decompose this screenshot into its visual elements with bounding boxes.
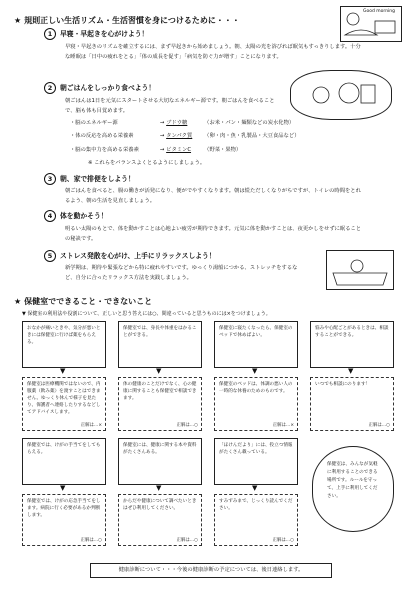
item-4-title: 4 体を動かそう！ — [44, 210, 108, 222]
down-arrow-icon: ▼ — [252, 367, 258, 375]
nutrition-row: ・体の反応を高める栄養素 → タンパク質 （卵・肉・魚・乳製品・大豆食品など） — [70, 133, 300, 139]
answer-label: 正解は…○ — [80, 538, 102, 543]
down-arrow-icon: ▼ — [156, 367, 162, 375]
quiz-answer: すみずみまで、じっくり読んでください。 正解は…○ — [214, 494, 298, 546]
quiz-question: おなかが痛いときや、気分が悪いときには保健室に行けば薬をもらえる。 — [22, 321, 106, 368]
quiz-question: 悩みや心配ごとがあるときは、相談することができる。 — [310, 321, 394, 368]
nutrition-note: ※ これらをバランスよくとるようにしましょう。 — [88, 160, 206, 166]
down-arrow-icon: ▼ — [252, 484, 258, 492]
answer-label: 正解は…○ — [368, 423, 390, 428]
star-icon: ★ — [14, 297, 22, 306]
quiz-instructions: ▼ 保健室の利用法や役割について、正しいと思う答えには○、間違っていると思うものには×をつけましょう。 — [22, 311, 271, 317]
breakfast-illustration — [290, 70, 392, 120]
quiz-question: 保健室に寝たくなったら、保健室のベッドで休めばよい。 — [214, 321, 298, 368]
good-morning-label: Good morning — [363, 9, 395, 14]
arrow-icon: → — [160, 120, 165, 126]
answer-label: 正解は…○ — [176, 538, 198, 543]
answer-label: 正解は…× — [80, 423, 102, 428]
section1-title: ★ 規則正しい生活リズム・生活習慣を身につけるために・・・ — [14, 16, 240, 25]
quiz-question: 保健室では、身長や体重をはかることができる。 — [118, 321, 202, 368]
star-icon: ★ — [14, 16, 22, 25]
item-2-text: 朝ごはんは1日を元気にスタートさせる大切なエネルギー源です。朝ごはんを食べることで、脳も体も目覚めます。 — [65, 98, 275, 114]
item-2-title: 2 朝ごはんをしっかり食べよう！ — [44, 82, 155, 94]
quiz-answer: 体の健康のことだけでなく、心の健康に関することも保健室で相談できます。 正解は…○ — [118, 377, 202, 431]
item-number: 1 — [44, 28, 56, 40]
item-number: 2 — [44, 82, 56, 94]
quiz-question: 「ほけんだより」には、役立つ情報がたくさん載っている。 — [214, 438, 298, 485]
item-5-title: 5 ストレス発散を心がけ、上手にリラックスしよう！ — [44, 250, 216, 262]
quiz-question: 保健室には、健康に関する本や資料がたくさんある。 — [118, 438, 202, 485]
item-number: 5 — [44, 250, 56, 262]
arrow-icon: → — [160, 133, 165, 139]
quiz-answer: いつでも相談にのります！ 正解は…○ — [310, 377, 394, 431]
item-1-title: 1 早寝・早起きを心がけよう！ — [44, 28, 148, 40]
quiz-answer: からだや健康について調べたいときはぜひ利用してください。 正解は…○ — [118, 494, 202, 546]
nutrition-row: ・脳のエネルギー源 → ブドウ糖 （お米・パン・麺類などの炭水化物） — [70, 120, 295, 126]
item-3-title: 3 朝、家で排便をしよう！ — [44, 173, 135, 185]
footer-note: 健康診断について・・・今後の健康診断の予定については、後日連絡します。 — [90, 563, 332, 578]
answer-label: 正解は…○ — [272, 538, 294, 543]
item-1-text: 早寝・早起きのリズムを確立するには、まず早起きから始めましょう。朝、太陽の光を浴びれば眠気もすっきりします。十分な睡眠は「日中の疲れをとる」「体の成長を促す」「病気を防ぐ力が増す」ことになります。 — [65, 44, 361, 60]
item-4-text: 明るい太陽のもとで、体を動かすことは心地よい疲労が期待できます。元気に体を動かすことは、夜更かしをせずに眠ることの秘訣です。 — [65, 226, 362, 242]
section2-title: ★ 保健室でできること・できないこと — [14, 297, 153, 306]
item-5-text: 新学期は、期待や緊張などから特に疲れやすいです。ゆっくり湯船につかる、ストレッチをするなど、自分に合ったリラックス方法を実践しましょう。 — [65, 265, 298, 281]
good-morning-illustration — [340, 6, 402, 42]
bath-illustration — [326, 250, 394, 290]
quiz-answer: 保健室は医療機関ではないので、内服薬（飲み薬）を渡すことはできません。ゆっくり休んで様子を見たり、保護者へ連絡したりするなどしてアドバイスします。 正解は…× — [22, 377, 106, 431]
item-number: 4 — [44, 210, 56, 222]
answer-label: 正解は…○ — [176, 423, 198, 428]
down-arrow-icon: ▼ — [348, 367, 354, 375]
quiz-answer: 保健室のベッドは、体調の悪い人の一時的な休養のためのものです。 正解は…× — [214, 377, 298, 431]
item-3-text: 朝ごはんを食べると、腸の働きが活発になり、便がでやすくなります。朝は慌ただしくなりがちですが、トイレの時間をとれるよう、朝の生活を見直しましょう。 — [65, 188, 361, 204]
nutrition-row: ・脳の集中力を高める栄養素 → ビタミンC （野菜・果物） — [70, 147, 242, 153]
arrow-icon: → — [160, 147, 165, 153]
item-number: 3 — [44, 173, 56, 185]
down-arrow-icon: ▼ — [60, 484, 66, 492]
answer-label: 正解は…× — [272, 423, 294, 428]
down-arrow-icon: ▼ — [60, 367, 66, 375]
down-arrow-icon: ▼ — [156, 484, 162, 492]
quiz-question: 保健室では、けがの手当てをしてもらえる。 — [22, 438, 106, 485]
quiz-answer: 保健室では、けがの応急手当てをします。病院に行く必要があるか判断します。 正解は…○ — [22, 494, 106, 546]
speech-bubble: 保健室は、みんなが気軽に利用することのできる場所です。ルールを守って、上手に利用してください。 — [312, 446, 394, 532]
